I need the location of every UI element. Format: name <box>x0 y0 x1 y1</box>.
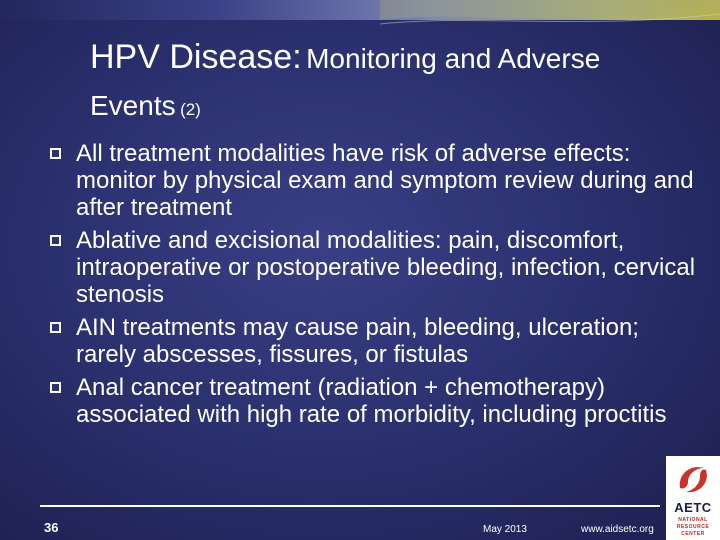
title-sub: Monitoring and Adverse <box>306 43 601 74</box>
footer-divider <box>40 505 660 507</box>
bullet-text: AIN treatments may cause pain, bleeding, ulceration; rarely abscesses, fissures, or fistulas <box>76 314 639 368</box>
bullet-text: All treatment modalities have risk of adverse effects: monitor by physical exam and symptom review during and after treatment <box>76 140 694 221</box>
title-sub-2: Events <box>90 90 176 121</box>
logo-sub-line: CENTER <box>681 531 705 537</box>
aetc-swirl-icon <box>674 460 712 498</box>
bullet-item <box>46 314 696 368</box>
bullet-list <box>46 140 696 434</box>
page-number: 36 <box>44 520 59 535</box>
square-bullet-icon <box>50 382 61 393</box>
logo-sub-line: NATIONAL <box>678 517 708 523</box>
bullet-item <box>46 140 696 221</box>
title-main: HPV Disease: <box>90 38 302 76</box>
bullet-text: Ablative and excisional modalities: pain, discomfort, intraoperative or postoperative bleeding, infection, cervical stenosis <box>76 227 696 308</box>
bullet-text: Anal cancer treatment (radiation + chemotherapy) associated with high rate of morbidity, including proctitis <box>76 374 667 428</box>
footer-date: May 2013 <box>483 524 527 535</box>
footer-url: www.aidsetc.org <box>581 524 654 535</box>
square-bullet-icon <box>50 235 61 246</box>
bullet-item <box>46 227 696 308</box>
slide-title <box>90 36 690 132</box>
square-bullet-icon <box>50 322 61 333</box>
title-suffix: (2) <box>180 100 201 119</box>
top-wave-decoration <box>380 0 720 28</box>
logo-sub-line: RESOURCE <box>676 524 710 530</box>
aetc-logo <box>666 456 720 540</box>
square-bullet-icon <box>50 148 61 159</box>
bullet-item <box>46 374 696 428</box>
logo-subtitle <box>666 517 720 538</box>
logo-aetc-text: AETC <box>674 500 712 515</box>
